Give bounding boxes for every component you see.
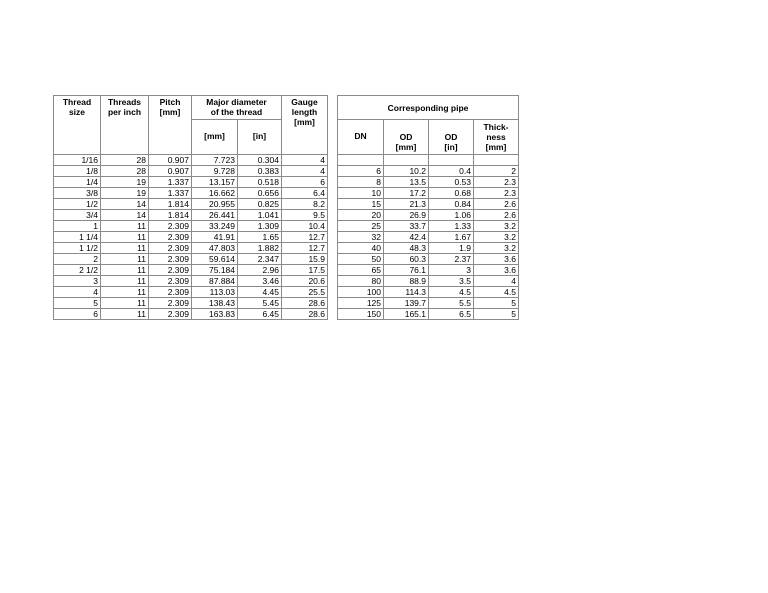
cell-pitch: 1.814 <box>149 199 192 210</box>
cell-od-mm: 60.3 <box>384 254 429 265</box>
cell-in: 0.656 <box>238 188 282 199</box>
cell-mm: 75.184 <box>192 265 238 276</box>
cell-size: 1 1/4 <box>54 232 101 243</box>
cell-od-in: 1.9 <box>429 243 474 254</box>
cell-pitch: 1.337 <box>149 177 192 188</box>
cell-thk: 2.6 <box>474 210 519 221</box>
cell-mm: 13.157 <box>192 177 238 188</box>
cell-od-mm: 165.1 <box>384 309 429 320</box>
cell-in: 5.45 <box>238 298 282 309</box>
cell-od-in: 0.4 <box>429 166 474 177</box>
cell-size: 2 1/2 <box>54 265 101 276</box>
cell-mm: 113.03 <box>192 287 238 298</box>
cell-od-mm: 21.3 <box>384 199 429 210</box>
cell-tpi: 11 <box>101 276 149 287</box>
column-gap <box>328 177 338 188</box>
cell-size: 1/2 <box>54 199 101 210</box>
cell-od-in: 4.5 <box>429 287 474 298</box>
cell-tpi: 14 <box>101 210 149 221</box>
cell-in: 1.309 <box>238 221 282 232</box>
cell-size: 3/8 <box>54 188 101 199</box>
header-od-mm: OD [mm] <box>384 120 429 155</box>
cell-size: 4 <box>54 287 101 298</box>
cell-pitch: 2.309 <box>149 287 192 298</box>
table-row <box>54 276 519 287</box>
cell-tpi: 14 <box>101 199 149 210</box>
header-threads-per-inch: Threads per inch <box>101 96 149 155</box>
cell-od-in: 1.33 <box>429 221 474 232</box>
cell-in: 4.45 <box>238 287 282 298</box>
cell-dn: 20 <box>338 210 384 221</box>
cell-od-mm: 17.2 <box>384 188 429 199</box>
cell-pitch: 0.907 <box>149 166 192 177</box>
cell-tpi: 11 <box>101 265 149 276</box>
cell-mm: 59.614 <box>192 254 238 265</box>
cell-tpi: 11 <box>101 221 149 232</box>
cell-gauge: 28.6 <box>282 309 328 320</box>
cell-dn: 80 <box>338 276 384 287</box>
cell-size: 3 <box>54 276 101 287</box>
cell-gauge: 17.5 <box>282 265 328 276</box>
table-row <box>54 199 519 210</box>
column-gap <box>328 166 338 177</box>
cell-od-in: 0.53 <box>429 177 474 188</box>
cell-dn: 15 <box>338 199 384 210</box>
cell-in: 2.96 <box>238 265 282 276</box>
cell-pitch: 2.309 <box>149 276 192 287</box>
cell-in: 0.304 <box>238 155 282 166</box>
header-major-diameter: Major diameter of the thread <box>192 96 282 120</box>
header-pitch: Pitch [mm] <box>149 96 192 155</box>
cell-in: 1.65 <box>238 232 282 243</box>
table-row <box>54 254 519 265</box>
cell-in: 6.45 <box>238 309 282 320</box>
table-row <box>54 243 519 254</box>
cell-mm: 20.955 <box>192 199 238 210</box>
cell-thk: 4 <box>474 276 519 287</box>
cell-mm: 16.662 <box>192 188 238 199</box>
cell-dn: 150 <box>338 309 384 320</box>
cell-pitch: 2.309 <box>149 309 192 320</box>
table-row <box>54 287 519 298</box>
header-od-in: OD [in] <box>429 120 474 155</box>
cell-mm: 33.249 <box>192 221 238 232</box>
cell-gauge: 8.2 <box>282 199 328 210</box>
table-row <box>54 298 519 309</box>
cell-thk: 2.3 <box>474 188 519 199</box>
cell-thk: 2.6 <box>474 199 519 210</box>
cell-pitch: 0.907 <box>149 155 192 166</box>
cell-size: 6 <box>54 309 101 320</box>
cell-size: 1 1/2 <box>54 243 101 254</box>
cell-gauge: 4 <box>282 166 328 177</box>
cell-dn: 100 <box>338 287 384 298</box>
cell-size: 1 <box>54 221 101 232</box>
column-gap <box>328 287 338 298</box>
cell-dn <box>338 155 384 166</box>
column-gap <box>328 221 338 232</box>
cell-gauge: 9.5 <box>282 210 328 221</box>
header-dn: DN <box>338 120 384 155</box>
cell-mm: 87.884 <box>192 276 238 287</box>
cell-od-mm: 42.4 <box>384 232 429 243</box>
cell-pitch: 2.309 <box>149 298 192 309</box>
cell-dn: 50 <box>338 254 384 265</box>
cell-size: 5 <box>54 298 101 309</box>
cell-thk: 3.2 <box>474 232 519 243</box>
cell-tpi: 11 <box>101 232 149 243</box>
cell-od-in: 3 <box>429 265 474 276</box>
header-gap <box>328 96 338 155</box>
cell-od-mm <box>384 155 429 166</box>
cell-in: 3.46 <box>238 276 282 287</box>
cell-size: 1/8 <box>54 166 101 177</box>
table-row <box>54 210 519 221</box>
table-row <box>54 188 519 199</box>
cell-size: 3/4 <box>54 210 101 221</box>
cell-gauge: 6 <box>282 177 328 188</box>
cell-od-in: 1.06 <box>429 210 474 221</box>
column-gap <box>328 188 338 199</box>
cell-od-mm: 88.9 <box>384 276 429 287</box>
column-gap <box>328 199 338 210</box>
header-in: [in] <box>238 120 282 155</box>
column-gap <box>328 265 338 276</box>
cell-thk: 5 <box>474 298 519 309</box>
column-gap <box>328 155 338 166</box>
header-mm: [mm] <box>192 120 238 155</box>
table-row <box>54 155 519 166</box>
cell-mm: 9.728 <box>192 166 238 177</box>
cell-mm: 163.83 <box>192 309 238 320</box>
cell-gauge: 28.6 <box>282 298 328 309</box>
table-row <box>54 309 519 320</box>
cell-gauge: 4 <box>282 155 328 166</box>
cell-in: 1.041 <box>238 210 282 221</box>
cell-od-in: 3.5 <box>429 276 474 287</box>
cell-thk: 2 <box>474 166 519 177</box>
cell-od-in: 1.67 <box>429 232 474 243</box>
cell-mm: 7.723 <box>192 155 238 166</box>
cell-dn: 32 <box>338 232 384 243</box>
cell-od-mm: 26.9 <box>384 210 429 221</box>
cell-od-mm: 10.2 <box>384 166 429 177</box>
cell-pitch: 2.309 <box>149 221 192 232</box>
cell-od-in <box>429 155 474 166</box>
cell-size: 1/16 <box>54 155 101 166</box>
cell-thk: 5 <box>474 309 519 320</box>
cell-thk: 4.5 <box>474 287 519 298</box>
cell-od-mm: 48.3 <box>384 243 429 254</box>
cell-od-mm: 13.5 <box>384 177 429 188</box>
table-row <box>54 166 519 177</box>
cell-tpi: 11 <box>101 243 149 254</box>
cell-dn: 65 <box>338 265 384 276</box>
cell-od-in: 6.5 <box>429 309 474 320</box>
cell-gauge: 6.4 <box>282 188 328 199</box>
cell-tpi: 28 <box>101 166 149 177</box>
cell-dn: 10 <box>338 188 384 199</box>
cell-thk: 3.2 <box>474 221 519 232</box>
cell-pitch: 2.309 <box>149 232 192 243</box>
cell-in: 1.882 <box>238 243 282 254</box>
column-gap <box>328 243 338 254</box>
column-gap <box>328 309 338 320</box>
table-row <box>54 232 519 243</box>
cell-od-mm: 76.1 <box>384 265 429 276</box>
cell-size: 2 <box>54 254 101 265</box>
cell-tpi: 11 <box>101 309 149 320</box>
table-row <box>54 177 519 188</box>
cell-tpi: 11 <box>101 254 149 265</box>
cell-gauge: 25.5 <box>282 287 328 298</box>
cell-thk <box>474 155 519 166</box>
cell-od-in: 5.5 <box>429 298 474 309</box>
header-thread-size: Thread size <box>54 96 101 155</box>
cell-pitch: 2.309 <box>149 265 192 276</box>
column-gap <box>328 298 338 309</box>
header-gauge-length: Gauge length [mm] <box>282 96 328 155</box>
cell-in: 0.383 <box>238 166 282 177</box>
cell-od-mm: 33.7 <box>384 221 429 232</box>
cell-thk: 2.3 <box>474 177 519 188</box>
cell-pitch: 1.337 <box>149 188 192 199</box>
cell-size: 1/4 <box>54 177 101 188</box>
cell-od-mm: 139.7 <box>384 298 429 309</box>
table-row <box>54 221 519 232</box>
cell-gauge: 20.6 <box>282 276 328 287</box>
cell-dn: 25 <box>338 221 384 232</box>
cell-mm: 26.441 <box>192 210 238 221</box>
cell-tpi: 28 <box>101 155 149 166</box>
column-gap <box>328 254 338 265</box>
thread-table <box>53 95 519 320</box>
cell-thk: 3.6 <box>474 254 519 265</box>
cell-thk: 3.6 <box>474 265 519 276</box>
cell-thk: 3.2 <box>474 243 519 254</box>
cell-dn: 8 <box>338 177 384 188</box>
table-row <box>54 265 519 276</box>
cell-pitch: 2.309 <box>149 243 192 254</box>
cell-mm: 41.91 <box>192 232 238 243</box>
header-row-1 <box>54 96 519 120</box>
cell-od-in: 0.84 <box>429 199 474 210</box>
cell-dn: 125 <box>338 298 384 309</box>
cell-gauge: 10.4 <box>282 221 328 232</box>
cell-tpi: 11 <box>101 287 149 298</box>
cell-od-in: 0.68 <box>429 188 474 199</box>
cell-in: 0.825 <box>238 199 282 210</box>
cell-tpi: 11 <box>101 298 149 309</box>
cell-mm: 138.43 <box>192 298 238 309</box>
column-gap <box>328 276 338 287</box>
cell-tpi: 19 <box>101 188 149 199</box>
column-gap <box>328 210 338 221</box>
cell-in: 2.347 <box>238 254 282 265</box>
cell-gauge: 12.7 <box>282 232 328 243</box>
cell-od-in: 2.37 <box>429 254 474 265</box>
cell-pitch: 2.309 <box>149 254 192 265</box>
header-thickness: Thick- ness [mm] <box>474 120 519 155</box>
cell-gauge: 15.9 <box>282 254 328 265</box>
cell-in: 0.518 <box>238 177 282 188</box>
header-corresponding-pipe: Corresponding pipe <box>338 96 519 120</box>
cell-mm: 47.803 <box>192 243 238 254</box>
cell-od-mm: 114.3 <box>384 287 429 298</box>
spreadsheet-area <box>53 95 519 320</box>
cell-gauge: 12.7 <box>282 243 328 254</box>
cell-pitch: 1.814 <box>149 210 192 221</box>
cell-tpi: 19 <box>101 177 149 188</box>
cell-dn: 40 <box>338 243 384 254</box>
cell-dn: 6 <box>338 166 384 177</box>
column-gap <box>328 232 338 243</box>
